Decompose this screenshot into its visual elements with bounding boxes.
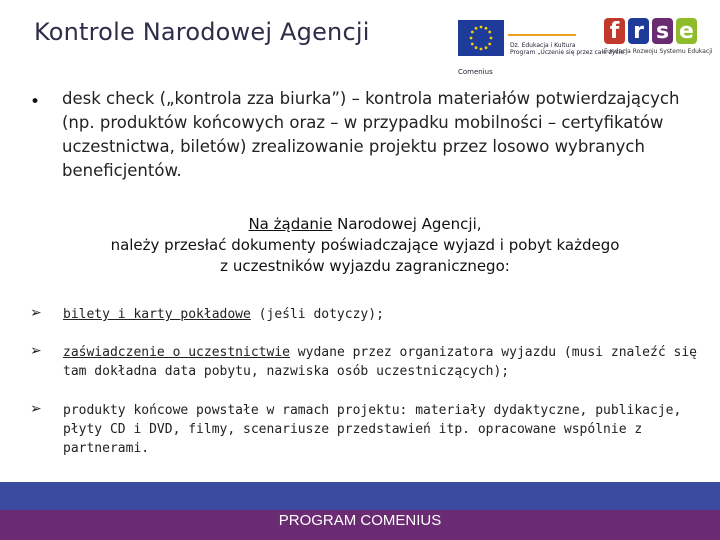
- notice-line2a: należy przesłać dokumenty: [110, 236, 316, 254]
- list-item: [63, 401, 713, 458]
- notice-line3: z uczestników wyjazdu zagranicznego:: [220, 257, 510, 275]
- frse-letters: [604, 18, 697, 44]
- eu-flag-icon: [458, 20, 504, 56]
- frse-letter-f: f: [604, 18, 625, 44]
- item-underlined: bilety i karty pokładowe: [63, 307, 251, 322]
- notice-rest1: Narodowej Agencji,: [332, 215, 482, 233]
- bullet-icon: •: [30, 92, 41, 112]
- notice-line2b: poświadczające wyjazd i pobyt każdego: [315, 236, 620, 254]
- item-rest: (jeśli dotyczy);: [250, 307, 384, 322]
- notice-block: [40, 214, 690, 277]
- page-title: Kontrole Narodowej Agencji: [34, 18, 370, 46]
- frse-subtitle: Fundacja Rozwoju Systemu Edukacji: [604, 48, 713, 55]
- footer-label: PROGRAM COMENIUS: [278, 512, 442, 529]
- arrow-bullet-icon: ➢: [30, 401, 42, 417]
- list-item: [63, 343, 713, 381]
- arrow-bullet-icon: ➢: [30, 305, 42, 321]
- item-underlined: zaświadczenie o uczestnictwie: [63, 345, 290, 360]
- desk-check-paragraph: desk check („kontrola zza biurka”) – kontrola materiałów potwierdzających (np. produktów końcowych oraz – w przypadku mobilności – certyfikatów uczestnictwa, biletów) zrealizowanie projektu przez losowo wybranych beneficjentów.: [62, 89, 680, 180]
- eu-logo-line3: Comenius: [458, 68, 493, 76]
- arrow-bullet-icon: ➢: [30, 343, 42, 359]
- frse-letter-r: r: [628, 18, 649, 44]
- eu-program-logo: [458, 20, 628, 78]
- frse-letter-s: s: [652, 18, 673, 44]
- footer-band: [0, 482, 720, 510]
- notice-underlined: Na żądanie: [248, 215, 333, 233]
- eu-logo-line2: Program „Uczenie się przez całe życie”: [510, 49, 628, 56]
- item-rest: produkty końcowe powstałe w ramach projektu: materiały dydaktyczne, publikacje, płyty CD i DVD, filmy, scenariusze przedstawień itp. opracowane wspólnie z partnerami.: [63, 403, 682, 456]
- eu-logo-line1: Dz. Edukacja i Kultura: [510, 42, 576, 49]
- frse-logo: [604, 18, 713, 64]
- frse-letter-e: e: [676, 18, 697, 44]
- list-item: [63, 305, 713, 324]
- item-rest: wydane przez organizatora wyjazdu (musi znaleźć się tam dokładna data pobytu, nazwiska osób uczestniczących);: [63, 345, 697, 379]
